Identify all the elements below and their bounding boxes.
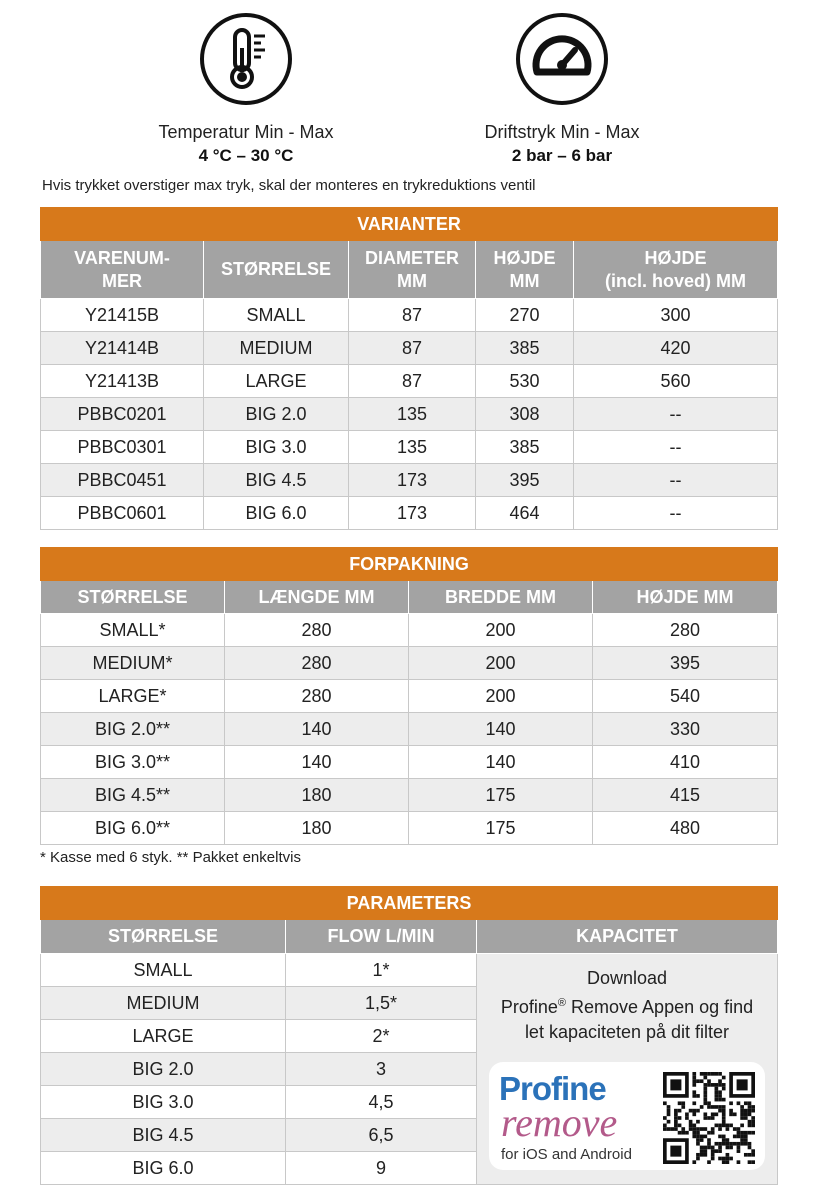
table-cell: 140 (409, 746, 593, 779)
table-cell: -- (574, 431, 778, 464)
table-row (41, 954, 778, 987)
parameters-title: PARAMETERS (41, 887, 778, 920)
table-cell: BIG 6.0 (41, 1152, 286, 1185)
table-cell: LARGE (204, 365, 349, 398)
table-cell: 87 (349, 299, 476, 332)
column-header: KAPACITET (477, 920, 778, 954)
table-cell: BIG 4.5** (41, 779, 225, 812)
pressure-value: 2 bar – 6 bar (511, 146, 613, 165)
table-row (41, 398, 778, 431)
table-cell: BIG 2.0 (41, 1053, 286, 1086)
header-row (41, 241, 778, 299)
table-cell: 410 (593, 746, 778, 779)
column-header: VARENUM- MER (41, 241, 204, 299)
pressure-label: Driftstryk Min - Max (484, 122, 640, 142)
app-card[interactable] (489, 1062, 765, 1170)
table-cell: 395 (476, 464, 574, 497)
packaging-note: * Kasse med 6 styk. ** Pakket enkeltvis (40, 849, 301, 866)
table-cell: 540 (593, 680, 778, 713)
table-cell: 300 (574, 299, 778, 332)
table-cell: 280 (225, 647, 409, 680)
table-cell: Y21415B (41, 299, 204, 332)
table-cell: 135 (349, 431, 476, 464)
forpakning-table (40, 547, 778, 845)
table-cell: SMALL (41, 954, 286, 987)
table-cell: 385 (476, 332, 574, 365)
table-cell: 173 (349, 464, 476, 497)
column-header: STØRRELSE (41, 920, 286, 954)
column-header: FLOW L/MIN (286, 920, 477, 954)
table-cell: -- (574, 497, 778, 530)
download-line: Download (586, 968, 668, 988)
table-cell: 280 (593, 614, 778, 647)
pressure-note: Hvis trykket overstiger max tryk, skal der monteres en trykreduktions ventil (42, 177, 536, 194)
table-cell: PBBC0601 (41, 497, 204, 530)
table-cell: BIG 4.5 (204, 464, 349, 497)
column-header: STØRRELSE (204, 241, 349, 299)
varianter-table (40, 207, 778, 530)
table-row (41, 497, 778, 530)
table-cell: BIG 3.0 (204, 431, 349, 464)
table-row (41, 365, 778, 398)
capacity-line: let kapaciteten på dit filter (524, 1022, 730, 1042)
table-cell: 415 (593, 779, 778, 812)
table-cell: 420 (574, 332, 778, 365)
table-cell: 180 (225, 812, 409, 845)
header-row (41, 581, 778, 614)
varianter-title: VARIANTER (41, 208, 778, 241)
registered-mark: ® (557, 997, 567, 1009)
table-cell: 6,5 (286, 1119, 477, 1152)
table-row (41, 332, 778, 365)
table-cell: 175 (409, 779, 593, 812)
app-name: Profine (500, 997, 558, 1017)
table-cell: LARGE* (41, 680, 225, 713)
table-cell: 280 (225, 614, 409, 647)
table-cell: Y21413B (41, 365, 204, 398)
table-cell: 140 (409, 713, 593, 746)
brand-logo-profine: Profine (499, 1070, 606, 1107)
table-cell: MEDIUM (204, 332, 349, 365)
app-line: Remove Appen og find (566, 997, 754, 1017)
table-cell: 2* (286, 1020, 477, 1053)
table-cell: 308 (476, 398, 574, 431)
table-cell: 135 (349, 398, 476, 431)
table-cell: 480 (593, 812, 778, 845)
table-cell: 200 (409, 680, 593, 713)
temperature-value: 4 °C – 30 °C (198, 146, 294, 165)
kapacitet-text (477, 966, 777, 1045)
parameters-table (40, 886, 778, 1185)
table-row (41, 299, 778, 332)
forpakning-title: FORPAKNING (41, 548, 778, 581)
table-cell: BIG 4.5 (41, 1119, 286, 1152)
table-cell: 180 (225, 779, 409, 812)
table-row (41, 713, 778, 746)
table-cell: BIG 6.0 (204, 497, 349, 530)
brand-logo-remove: remove (501, 1100, 618, 1145)
table-cell: 175 (409, 812, 593, 845)
column-header: BREDDE MM (409, 581, 593, 614)
table-cell: 9 (286, 1152, 477, 1185)
table-cell: BIG 3.0 (41, 1086, 286, 1119)
column-header: STØRRELSE (41, 581, 225, 614)
temperature-spec (96, 12, 396, 166)
table-cell: -- (574, 464, 778, 497)
gauge-icon (515, 12, 609, 106)
column-header: DIAMETER MM (349, 241, 476, 299)
table-cell: 140 (225, 713, 409, 746)
pressure-spec (412, 12, 712, 166)
table-row (41, 812, 778, 845)
table-cell: -- (574, 398, 778, 431)
table-cell: LARGE (41, 1020, 286, 1053)
table-cell: 4,5 (286, 1086, 477, 1119)
table-cell: PBBC0301 (41, 431, 204, 464)
table-row (41, 779, 778, 812)
table-cell: 1,5* (286, 987, 477, 1020)
header-row (41, 920, 778, 954)
table-cell: 464 (476, 497, 574, 530)
table-cell: 560 (574, 365, 778, 398)
table-row (41, 464, 778, 497)
table-cell: 87 (349, 332, 476, 365)
table-cell: Y21414B (41, 332, 204, 365)
kapacitet-cell (477, 954, 778, 1185)
table-row (41, 680, 778, 713)
table-cell: BIG 2.0** (41, 713, 225, 746)
table-cell: 270 (476, 299, 574, 332)
table-cell: 173 (349, 497, 476, 530)
table-cell: 140 (225, 746, 409, 779)
table-cell: 395 (593, 647, 778, 680)
table-row (41, 647, 778, 680)
qr-code-icon[interactable] (663, 1072, 755, 1164)
table-cell: 200 (409, 614, 593, 647)
table-row (41, 431, 778, 464)
thermometer-icon (199, 12, 293, 106)
column-header: HØJDE MM (476, 241, 574, 299)
table-cell: 530 (476, 365, 574, 398)
table-cell: 1* (286, 954, 477, 987)
table-row (41, 614, 778, 647)
table-cell: MEDIUM (41, 987, 286, 1020)
table-cell: BIG 3.0** (41, 746, 225, 779)
temperature-label: Temperatur Min - Max (158, 122, 334, 142)
table-cell: SMALL* (41, 614, 225, 647)
table-cell: 3 (286, 1053, 477, 1086)
column-header: HØJDE MM (593, 581, 778, 614)
table-row (41, 746, 778, 779)
table-cell: BIG 6.0** (41, 812, 225, 845)
column-header: HØJDE (incl. hoved) MM (574, 241, 778, 299)
table-cell: 280 (225, 680, 409, 713)
table-cell: 330 (593, 713, 778, 746)
table-cell: PBBC0451 (41, 464, 204, 497)
table-cell: SMALL (204, 299, 349, 332)
table-cell: 200 (409, 647, 593, 680)
table-cell: 87 (349, 365, 476, 398)
table-cell: PBBC0201 (41, 398, 204, 431)
table-cell: MEDIUM* (41, 647, 225, 680)
table-cell: BIG 2.0 (204, 398, 349, 431)
column-header: LÆNGDE MM (225, 581, 409, 614)
platforms-label: for iOS and Android (501, 1146, 632, 1163)
table-cell: 385 (476, 431, 574, 464)
